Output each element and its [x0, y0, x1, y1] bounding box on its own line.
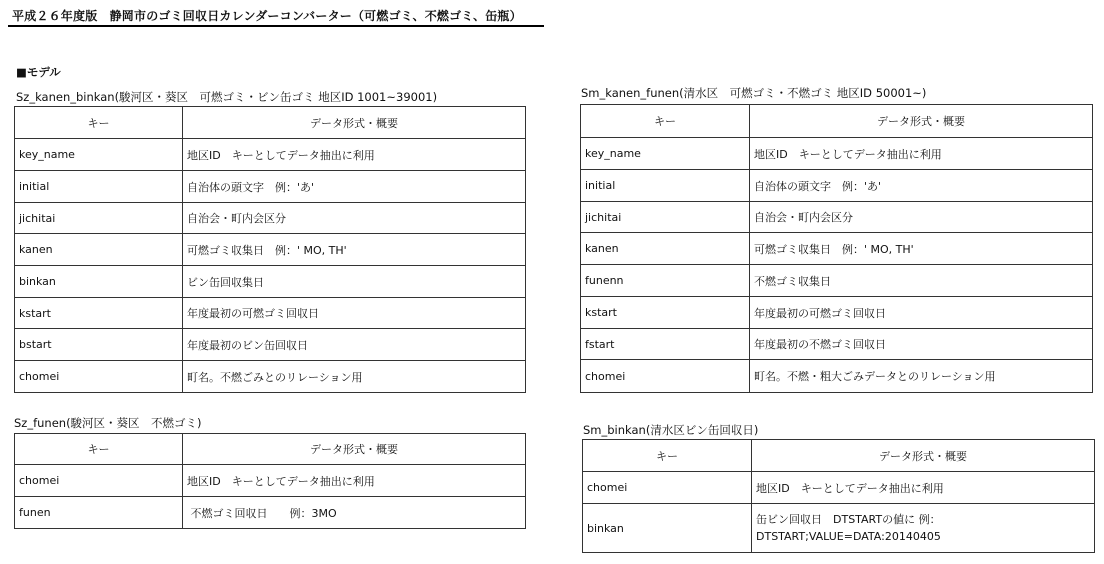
table-row: [15, 465, 526, 497]
cell-key: funenn: [581, 265, 750, 297]
cell-description: 可燃ゴミ収集日 例：' MO, TH': [183, 234, 526, 266]
table-row: [581, 170, 1093, 202]
table-header-row: [15, 107, 526, 139]
cell-key: kanen: [581, 233, 750, 265]
table-row: [15, 171, 526, 203]
table-header-row: [15, 434, 526, 465]
cell-key: key_name: [581, 138, 750, 170]
table-caption-sz-kanen-binkan: Sz_kanen_binkan(駿河区・葵区 可燃ゴミ・ビン缶ゴミ 地区ID 1001~39001): [16, 90, 438, 104]
table-row: [581, 233, 1093, 265]
cell-key: jichitai: [581, 202, 750, 233]
cell-key: bstart: [15, 329, 183, 361]
cell-description: 自治体の頭文字 例：'あ': [183, 171, 526, 203]
cell-key: binkan: [15, 266, 183, 298]
column-header-format: データ形式・概要: [752, 440, 1095, 472]
cell-key: kanen: [15, 234, 183, 266]
cell-description: 自治体の頭文字 例：'あ': [750, 170, 1093, 202]
cell-key: kstart: [581, 297, 750, 329]
cell-description: 年度最初の不燃ゴミ回収日: [750, 329, 1093, 360]
cell-key: chomei: [583, 472, 752, 504]
column-header-key: キー: [15, 107, 183, 139]
table-sm-kanen-funen: [580, 104, 1093, 393]
cell-description: 缶ビン回収日 DTSTARTの値に 例：DTSTART;VALUE=DATA:20140405: [752, 504, 1095, 553]
column-header-format: データ形式・概要: [750, 105, 1093, 138]
cell-description: 町名。不燃・粗大ごみデータとのリレーション用: [750, 360, 1093, 393]
table-row: [581, 138, 1093, 170]
section-label: ■モデル: [16, 65, 61, 79]
table-caption-sm-binkan: Sm_binkan(清水区ビン缶回収日): [583, 423, 759, 437]
column-header-key: キー: [581, 105, 750, 138]
cell-description: 年度最初の可燃ゴミ回収日: [183, 298, 526, 329]
cell-key: chomei: [15, 361, 183, 393]
table-row: [583, 504, 1095, 553]
table-row: [15, 361, 526, 393]
cell-key: fstart: [581, 329, 750, 360]
cell-description: 地区ID キーとしてデータ抽出に利用: [183, 465, 526, 497]
cell-description: 年度最初の可燃ゴミ回収日: [750, 297, 1093, 329]
cell-key: kstart: [15, 298, 183, 329]
table-row: [15, 139, 526, 171]
table-row: [15, 266, 526, 298]
table-row: [15, 497, 526, 529]
table-row: [15, 329, 526, 361]
table-row: [581, 202, 1093, 233]
table-sz-funen: [14, 433, 526, 529]
table-row: [15, 203, 526, 234]
cell-key: initial: [581, 170, 750, 202]
table-row: [15, 298, 526, 329]
column-header-key: キー: [15, 434, 183, 465]
cell-key: chomei: [581, 360, 750, 393]
cell-key: binkan: [583, 504, 752, 553]
cell-description: 町名。不燃ごみとのリレーション用: [183, 361, 526, 393]
column-header-format: データ形式・概要: [183, 107, 526, 139]
cell-key: key_name: [15, 139, 183, 171]
table-row: [581, 329, 1093, 360]
cell-description: ビン缶回収集日: [183, 266, 526, 298]
table-sm-binkan: [582, 439, 1095, 553]
cell-description: 地区ID キーとしてデータ抽出に利用: [752, 472, 1095, 504]
table-header-row: [581, 105, 1093, 138]
title-underline: [8, 25, 544, 27]
cell-description: 自治会・町内会区分: [750, 202, 1093, 233]
table-row: [581, 265, 1093, 297]
cell-description: 可燃ゴミ収集日 例：' MO, TH': [750, 233, 1093, 265]
cell-description: 不燃ゴミ回収日 例：3MO: [183, 497, 526, 529]
table-sz-kanen-binkan: [14, 106, 526, 393]
cell-key: chomei: [15, 465, 183, 497]
page-title: 平成２６年度版 静岡市のゴミ回収日カレンダーコンバーター（可燃ゴミ、不燃ゴミ、缶瓶）: [12, 9, 522, 23]
column-header-key: キー: [583, 440, 752, 472]
table-row: [581, 297, 1093, 329]
cell-key: initial: [15, 171, 183, 203]
table-row: [583, 472, 1095, 504]
cell-description: 地区ID キーとしてデータ抽出に利用: [183, 139, 526, 171]
table-caption-sz-funen: Sz_funen(駿河区・葵区 不燃ゴミ): [14, 416, 202, 430]
cell-description: 年度最初のビン缶回収日: [183, 329, 526, 361]
cell-description: 自治会・町内会区分: [183, 203, 526, 234]
cell-description: 地区ID キーとしてデータ抽出に利用: [750, 138, 1093, 170]
table-row: [581, 360, 1093, 393]
cell-description: 不燃ゴミ収集日: [750, 265, 1093, 297]
cell-key: funen: [15, 497, 183, 529]
cell-key: jichitai: [15, 203, 183, 234]
table-caption-sm-kanen-funen: Sm_kanen_funen(清水区 可燃ゴミ・不燃ゴミ 地区ID 50001~): [581, 86, 927, 100]
column-header-format: データ形式・概要: [183, 434, 526, 465]
table-row: [15, 234, 526, 266]
table-header-row: [583, 440, 1095, 472]
